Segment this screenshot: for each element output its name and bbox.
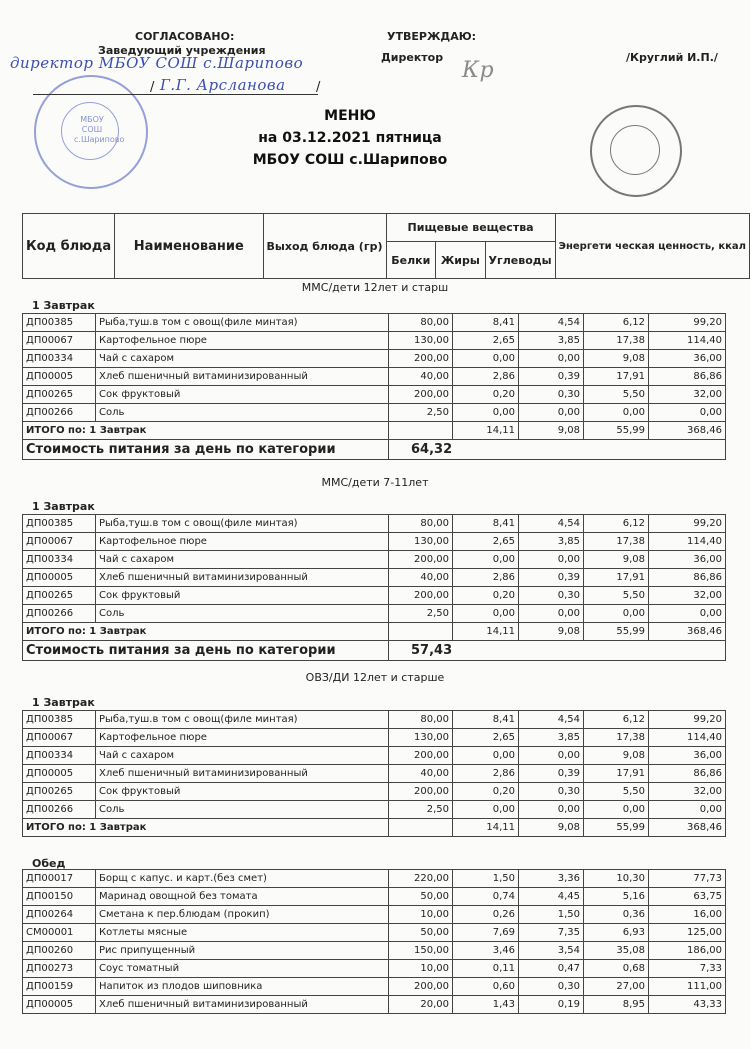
dish-carbs: 5,16	[584, 888, 649, 906]
table-row	[23, 765, 726, 783]
dish-code: ДП00334	[23, 350, 96, 368]
dish-protein: 0,20	[453, 587, 519, 605]
dish-name: Напиток из плодов шиповника	[96, 978, 389, 996]
dish-code: ДП00067	[23, 332, 96, 350]
table-row	[23, 870, 726, 888]
menu-table-header	[22, 213, 750, 279]
dish-energy: 36,00	[649, 747, 726, 765]
dish-carbs: 5,50	[584, 386, 649, 404]
dish-code: ДП00265	[23, 587, 96, 605]
table-row	[23, 350, 726, 368]
dish-carbs: 0,00	[584, 605, 649, 623]
dish-name: Хлеб пшеничный витаминизированный	[96, 765, 389, 783]
total-row	[23, 422, 726, 440]
total-label: ИТОГО по: 1 Завтрак	[23, 819, 389, 837]
table-row	[23, 996, 726, 1014]
table-row	[23, 783, 726, 801]
dish-code: ДП00159	[23, 978, 96, 996]
dish-energy: 114,40	[649, 533, 726, 551]
dish-fat: 0,30	[519, 386, 584, 404]
table-row	[23, 960, 726, 978]
dish-fat: 0,47	[519, 960, 584, 978]
table-row	[23, 906, 726, 924]
dish-protein: 8,41	[453, 711, 519, 729]
dish-carbs: 35,08	[584, 942, 649, 960]
dish-name: Чай с сахаром	[96, 551, 389, 569]
dish-protein: 1,50	[453, 870, 519, 888]
dish-fat: 4,45	[519, 888, 584, 906]
dish-fat: 0,00	[519, 350, 584, 368]
total-protein: 14,11	[453, 422, 519, 440]
dish-fat: 4,54	[519, 515, 584, 533]
dish-energy: 111,00	[649, 978, 726, 996]
dish-name: Сок фруктовый	[96, 386, 389, 404]
dish-energy: 86,86	[649, 569, 726, 587]
dish-fat: 0,00	[519, 747, 584, 765]
dish-fat: 0,19	[519, 996, 584, 1014]
dish-yield: 2,50	[389, 404, 453, 422]
dish-protein: 3,46	[453, 942, 519, 960]
school-stamp-icon	[34, 75, 148, 189]
dish-code: СМ00001	[23, 924, 96, 942]
header-yield: Выход блюда (гр)	[263, 214, 386, 279]
dish-energy: 16,00	[649, 906, 726, 924]
table-row	[23, 729, 726, 747]
cost-value: 64,32	[389, 440, 726, 460]
dish-protein: 0,20	[453, 783, 519, 801]
dish-name: Рыба,туш.в том с овощ(филе минтая)	[96, 515, 389, 533]
dish-fat: 3,36	[519, 870, 584, 888]
signature-slash-right: /	[316, 80, 321, 95]
dish-protein: 0,00	[453, 605, 519, 623]
dish-name: Сметана к пер.блюдам (прокип)	[96, 906, 389, 924]
dish-protein: 0,00	[453, 350, 519, 368]
dish-protein: 0,11	[453, 960, 519, 978]
dish-code: ДП00385	[23, 314, 96, 332]
dish-code: ДП00005	[23, 368, 96, 386]
dish-fat: 0,39	[519, 765, 584, 783]
dish-energy: 32,00	[649, 783, 726, 801]
dish-name: Котлеты мясные	[96, 924, 389, 942]
dish-carbs: 17,91	[584, 765, 649, 783]
dish-code: ДП00385	[23, 515, 96, 533]
dish-energy: 0,00	[649, 605, 726, 623]
dish-energy: 63,75	[649, 888, 726, 906]
dish-protein: 0,74	[453, 888, 519, 906]
total-protein: 14,11	[453, 623, 519, 641]
handwritten-name: Г.Г. Арсланова	[160, 76, 286, 94]
dish-code: ДП00385	[23, 711, 96, 729]
dish-name: Хлеб пшеничный витаминизированный	[96, 996, 389, 1014]
total-label: ИТОГО по: 1 Завтрак	[23, 422, 389, 440]
dish-code: ДП00067	[23, 729, 96, 747]
dish-energy: 99,20	[649, 515, 726, 533]
dish-energy: 0,00	[649, 404, 726, 422]
dish-carbs: 5,50	[584, 783, 649, 801]
menu-table	[22, 514, 726, 661]
dish-yield: 2,50	[389, 801, 453, 819]
table-row	[23, 368, 726, 386]
dish-energy: 86,86	[649, 765, 726, 783]
dish-energy: 99,20	[649, 314, 726, 332]
dish-energy: 43,33	[649, 996, 726, 1014]
dish-yield: 50,00	[389, 888, 453, 906]
dish-name: Картофельное пюре	[96, 533, 389, 551]
approval-left-role: Заведующий учреждения	[98, 44, 266, 57]
category-heading: ММС/дети 7-11лет	[321, 476, 429, 489]
dish-name: Соль	[96, 801, 389, 819]
dish-protein: 7,69	[453, 924, 519, 942]
dish-carbs: 9,08	[584, 551, 649, 569]
table-row	[23, 569, 726, 587]
director-signature: Кр	[462, 58, 495, 83]
total-label: ИТОГО по: 1 Завтрак	[23, 623, 389, 641]
dish-name: Борщ с капус. и карт.(без смет)	[96, 870, 389, 888]
dish-protein: 0,60	[453, 978, 519, 996]
header-carbs: Углеводы	[485, 242, 555, 279]
total-row	[23, 819, 726, 837]
total-yield-empty	[389, 623, 453, 641]
header-code: Код блюда	[23, 214, 115, 279]
cost-value: 57,43	[389, 641, 726, 661]
dish-fat: 0,00	[519, 801, 584, 819]
cost-label: Стоимость питания за день по категории	[23, 641, 389, 661]
table-row	[23, 533, 726, 551]
dish-yield: 220,00	[389, 870, 453, 888]
dish-carbs: 17,38	[584, 533, 649, 551]
table-row	[23, 605, 726, 623]
total-row	[23, 623, 726, 641]
dish-code: ДП00067	[23, 533, 96, 551]
total-fat: 9,08	[519, 623, 584, 641]
dish-yield: 130,00	[389, 533, 453, 551]
dish-energy: 125,00	[649, 924, 726, 942]
dish-name: Маринад овощной без томата	[96, 888, 389, 906]
dish-code: ДП00005	[23, 996, 96, 1014]
table-row	[23, 386, 726, 404]
dish-name: Картофельное пюре	[96, 332, 389, 350]
dish-code: ДП00005	[23, 765, 96, 783]
dish-name: Чай с сахаром	[96, 350, 389, 368]
dish-yield: 80,00	[389, 515, 453, 533]
dish-fat: 4,54	[519, 711, 584, 729]
dish-energy: 186,00	[649, 942, 726, 960]
meal-heading: 1 Завтрак	[32, 696, 95, 709]
dish-carbs: 17,38	[584, 332, 649, 350]
header-fat: Жиры	[436, 242, 485, 279]
dish-energy: 114,40	[649, 729, 726, 747]
dish-name: Соль	[96, 404, 389, 422]
dish-yield: 50,00	[389, 924, 453, 942]
stamp-text: МБОУ СОШ с.Шарипово	[74, 115, 125, 144]
total-fat: 9,08	[519, 819, 584, 837]
dish-protein: 1,43	[453, 996, 519, 1014]
document-date: на 03.12.2021 пятница	[258, 130, 442, 146]
table-row	[23, 942, 726, 960]
dish-carbs: 17,38	[584, 729, 649, 747]
dish-protein: 2,86	[453, 368, 519, 386]
cost-label: Стоимость питания за день по категории	[23, 440, 389, 460]
approval-right-title: УТВЕРЖДАЮ:	[387, 30, 477, 43]
dish-carbs: 9,08	[584, 350, 649, 368]
dish-carbs: 9,08	[584, 747, 649, 765]
header-nutrients: Пищевые вещества	[386, 214, 555, 242]
total-energy: 368,46	[649, 422, 726, 440]
dish-fat: 0,00	[519, 551, 584, 569]
dish-protein: 0,00	[453, 747, 519, 765]
menu-table	[22, 313, 726, 460]
dish-yield: 200,00	[389, 978, 453, 996]
dish-carbs: 10,30	[584, 870, 649, 888]
dish-energy: 36,00	[649, 551, 726, 569]
director-name: /Круглий И.П./	[626, 51, 718, 64]
dish-yield: 80,00	[389, 711, 453, 729]
dish-code: ДП00265	[23, 386, 96, 404]
table-row	[23, 711, 726, 729]
category-heading: ММС/дети 12лет и старш	[301, 281, 449, 294]
dish-name: Картофельное пюре	[96, 729, 389, 747]
dish-yield: 130,00	[389, 729, 453, 747]
table-row	[23, 332, 726, 350]
dish-yield: 10,00	[389, 906, 453, 924]
dish-fat: 3,85	[519, 533, 584, 551]
dish-protein: 0,00	[453, 551, 519, 569]
dish-yield: 150,00	[389, 942, 453, 960]
dish-protein: 0,00	[453, 801, 519, 819]
dish-fat: 0,00	[519, 404, 584, 422]
dish-code: ДП00150	[23, 888, 96, 906]
dish-fat: 0,39	[519, 368, 584, 386]
table-row	[23, 801, 726, 819]
total-carbs: 55,99	[584, 623, 649, 641]
dish-name: Рыба,туш.в том с овощ(филе минтая)	[96, 711, 389, 729]
dish-carbs: 27,00	[584, 978, 649, 996]
total-fat: 9,08	[519, 422, 584, 440]
cost-row	[23, 440, 726, 460]
dish-fat: 3,85	[519, 729, 584, 747]
dish-yield: 40,00	[389, 569, 453, 587]
dish-protein: 2,65	[453, 533, 519, 551]
dish-carbs: 6,12	[584, 515, 649, 533]
dish-code: ДП00264	[23, 906, 96, 924]
seal-inner-ring	[610, 125, 660, 175]
dish-fat: 4,54	[519, 314, 584, 332]
total-yield-empty	[389, 819, 453, 837]
dish-carbs: 0,68	[584, 960, 649, 978]
dish-carbs: 17,91	[584, 569, 649, 587]
total-carbs: 55,99	[584, 819, 649, 837]
dish-name: Хлеб пшеничный витаминизированный	[96, 569, 389, 587]
dish-protein: 2,65	[453, 332, 519, 350]
dish-carbs: 0,00	[584, 801, 649, 819]
menu-table	[22, 710, 726, 837]
dish-yield: 40,00	[389, 765, 453, 783]
dish-code: ДП00334	[23, 747, 96, 765]
dish-code: ДП00266	[23, 404, 96, 422]
dish-carbs: 6,12	[584, 711, 649, 729]
dish-code: ДП00017	[23, 870, 96, 888]
dish-code: ДП00266	[23, 605, 96, 623]
table-row	[23, 978, 726, 996]
document-school: МБОУ СОШ с.Шарипово	[252, 152, 448, 168]
total-protein: 14,11	[453, 819, 519, 837]
total-energy: 368,46	[649, 819, 726, 837]
dish-energy: 32,00	[649, 386, 726, 404]
header-name: Наименование	[115, 214, 263, 279]
dish-yield: 200,00	[389, 587, 453, 605]
approval-right-role: Директор	[381, 51, 444, 64]
dish-energy: 77,73	[649, 870, 726, 888]
meal-heading: 1 Завтрак	[32, 299, 95, 312]
official-seal-icon	[590, 105, 682, 197]
table-row	[23, 404, 726, 422]
dish-fat: 7,35	[519, 924, 584, 942]
total-carbs: 55,99	[584, 422, 649, 440]
dish-fat: 3,85	[519, 332, 584, 350]
menu-table	[22, 869, 726, 1014]
table-row	[23, 515, 726, 533]
dish-carbs: 0,00	[584, 404, 649, 422]
dish-yield: 40,00	[389, 368, 453, 386]
dish-carbs: 5,50	[584, 587, 649, 605]
dish-code: ДП00273	[23, 960, 96, 978]
handwritten-position: директор МБОУ СОШ с.Шарипово	[10, 54, 304, 72]
dish-yield: 200,00	[389, 350, 453, 368]
dish-carbs: 6,12	[584, 314, 649, 332]
category-heading: ОВЗ/ДИ 12лет и старше	[305, 671, 445, 684]
dish-yield: 200,00	[389, 386, 453, 404]
dish-protein: 0,20	[453, 386, 519, 404]
dish-fat: 0,30	[519, 783, 584, 801]
dish-code: ДП00260	[23, 942, 96, 960]
dish-yield: 10,00	[389, 960, 453, 978]
signature-slash-left: /	[150, 80, 155, 95]
dish-carbs: 0,36	[584, 906, 649, 924]
dish-carbs: 17,91	[584, 368, 649, 386]
dish-yield: 20,00	[389, 996, 453, 1014]
table-row	[23, 747, 726, 765]
header-protein: Белки	[386, 242, 436, 279]
dish-carbs: 6,93	[584, 924, 649, 942]
dish-name: Рис припущенный	[96, 942, 389, 960]
dish-fat: 0,00	[519, 605, 584, 623]
table-row	[23, 888, 726, 906]
dish-fat: 0,30	[519, 978, 584, 996]
table-row	[23, 314, 726, 332]
dish-code: ДП00334	[23, 551, 96, 569]
dish-carbs: 8,95	[584, 996, 649, 1014]
dish-name: Сок фруктовый	[96, 587, 389, 605]
dish-name: Хлеб пшеничный витаминизированный	[96, 368, 389, 386]
dish-name: Рыба,туш.в том с овощ(филе минтая)	[96, 314, 389, 332]
dish-yield: 200,00	[389, 551, 453, 569]
dish-energy: 36,00	[649, 350, 726, 368]
header-energy: Энергети ческая ценность, ккал	[555, 214, 749, 279]
dish-protein: 2,86	[453, 569, 519, 587]
dish-energy: 114,40	[649, 332, 726, 350]
cost-row	[23, 641, 726, 661]
dish-code: ДП00266	[23, 801, 96, 819]
dish-fat: 0,39	[519, 569, 584, 587]
total-yield-empty	[389, 422, 453, 440]
total-energy: 368,46	[649, 623, 726, 641]
document-title: МЕНЮ	[324, 108, 376, 124]
dish-fat: 1,50	[519, 906, 584, 924]
dish-protein: 2,86	[453, 765, 519, 783]
dish-protein: 0,00	[453, 404, 519, 422]
dish-protein: 0,26	[453, 906, 519, 924]
dish-fat: 3,54	[519, 942, 584, 960]
dish-protein: 2,65	[453, 729, 519, 747]
dish-name: Сок фруктовый	[96, 783, 389, 801]
table-row	[23, 551, 726, 569]
approval-left-title: СОГЛАСОВАНО:	[135, 30, 235, 43]
dish-yield: 200,00	[389, 783, 453, 801]
document-title-block	[200, 105, 500, 171]
dish-yield: 200,00	[389, 747, 453, 765]
table-row	[23, 587, 726, 605]
meal-heading: 1 Завтрак	[32, 500, 95, 513]
dish-fat: 0,30	[519, 587, 584, 605]
dish-energy: 7,33	[649, 960, 726, 978]
dish-energy: 86,86	[649, 368, 726, 386]
dish-protein: 8,41	[453, 515, 519, 533]
dish-name: Соус томатный	[96, 960, 389, 978]
dish-name: Соль	[96, 605, 389, 623]
dish-name: Чай с сахаром	[96, 747, 389, 765]
dish-yield: 130,00	[389, 332, 453, 350]
dish-yield: 2,50	[389, 605, 453, 623]
dish-energy: 32,00	[649, 587, 726, 605]
meal-heading: Обед	[32, 857, 66, 870]
dish-energy: 0,00	[649, 801, 726, 819]
dish-code: ДП00005	[23, 569, 96, 587]
dish-yield: 80,00	[389, 314, 453, 332]
dish-protein: 8,41	[453, 314, 519, 332]
table-row	[23, 924, 726, 942]
signature-line	[33, 94, 318, 95]
dish-code: ДП00265	[23, 783, 96, 801]
dish-energy: 99,20	[649, 711, 726, 729]
